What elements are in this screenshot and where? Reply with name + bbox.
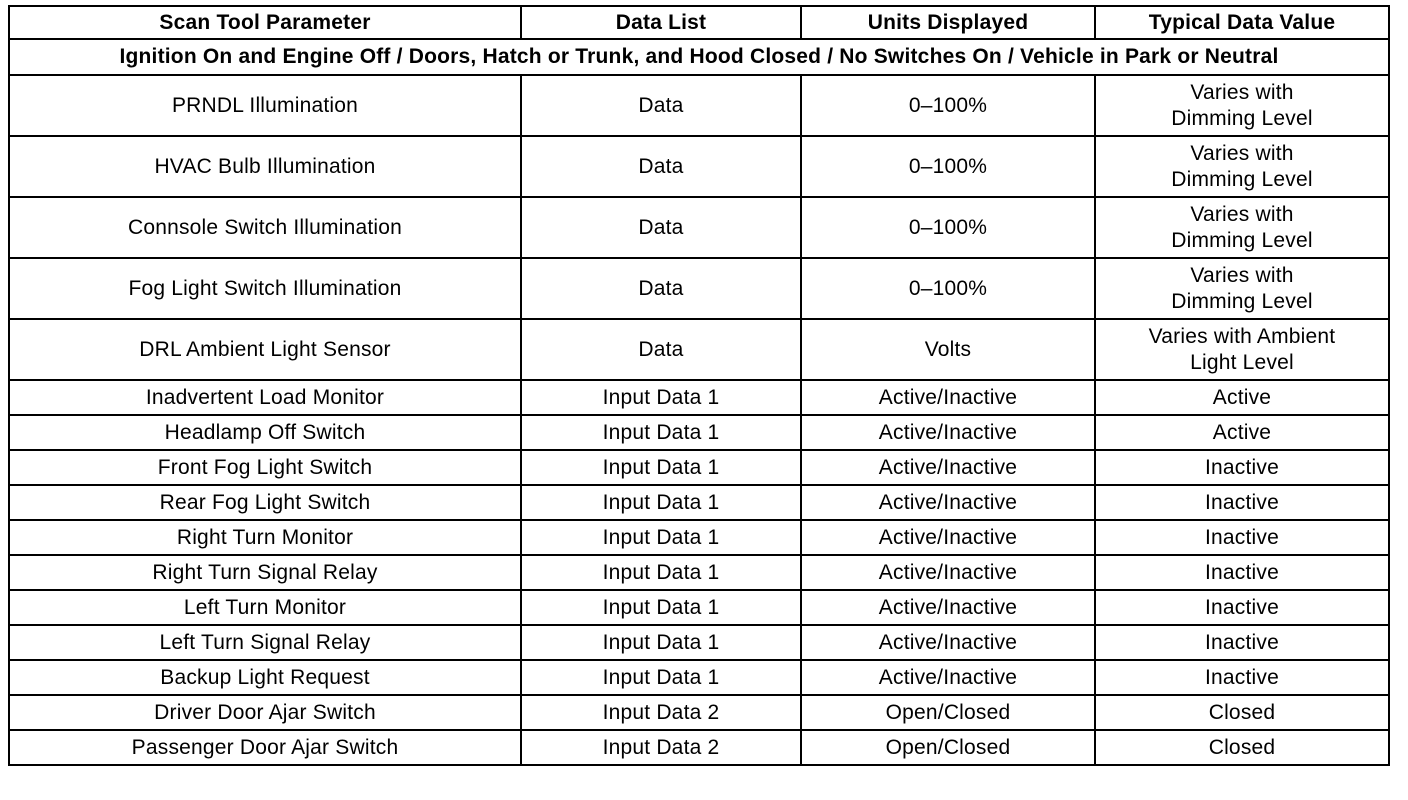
parameter-cell: Rear Fog Light Switch (9, 485, 521, 520)
typical-line2: Dimming Level (1171, 289, 1313, 313)
typical-line2: Light Level (1190, 350, 1294, 374)
data-list-cell: Input Data 1 (521, 520, 801, 555)
table-row (9, 520, 1389, 555)
units-cell: Active/Inactive (801, 520, 1095, 555)
typical-value-cell: Inactive (1095, 450, 1389, 485)
table-row (9, 450, 1389, 485)
units-cell: Open/Closed (801, 730, 1095, 765)
typical-line1: Varies with (1190, 141, 1294, 165)
data-list-cell: Input Data 1 (521, 555, 801, 590)
typical-value-cell: Closed (1095, 695, 1389, 730)
data-list-cell: Data (521, 319, 801, 380)
table-row (9, 590, 1389, 625)
typical-value-cell: Inactive (1095, 485, 1389, 520)
typical-value-cell: Active (1095, 415, 1389, 450)
typical-value-cell: Inactive (1095, 660, 1389, 695)
parameter-cell: Right Turn Signal Relay (9, 555, 521, 590)
typical-value-cell: Closed (1095, 730, 1389, 765)
header-parameter: Scan Tool Parameter (9, 6, 521, 39)
data-list-cell: Data (521, 258, 801, 319)
units-cell: Active/Inactive (801, 625, 1095, 660)
typical-line1: Varies with (1190, 263, 1294, 287)
units-cell: Active/Inactive (801, 380, 1095, 415)
data-list-cell: Input Data 1 (521, 590, 801, 625)
units-cell: Active/Inactive (801, 485, 1095, 520)
typical-value-cell (1095, 319, 1389, 380)
units-cell: 0–100% (801, 197, 1095, 258)
scan-tool-data-table (8, 5, 1390, 766)
data-list-cell: Input Data 1 (521, 415, 801, 450)
typical-value-cell: Inactive (1095, 520, 1389, 555)
typical-line1: Varies with Ambient (1148, 324, 1336, 348)
typical-value-cell (1095, 197, 1389, 258)
typical-value-cell (1095, 258, 1389, 319)
data-list-cell: Input Data 2 (521, 695, 801, 730)
units-cell: 0–100% (801, 136, 1095, 197)
parameter-cell: Fog Light Switch Illumination (9, 258, 521, 319)
typical-line1: Varies with (1190, 202, 1294, 226)
typical-line2: Dimming Level (1171, 106, 1313, 130)
typical-value-cell (1095, 75, 1389, 136)
table-row (9, 625, 1389, 660)
typical-value-cell: Inactive (1095, 590, 1389, 625)
typical-value-cell: Inactive (1095, 625, 1389, 660)
table-row (9, 258, 1389, 319)
parameter-cell: PRNDL Illumination (9, 75, 521, 136)
units-cell: Active/Inactive (801, 660, 1095, 695)
units-cell: Active/Inactive (801, 590, 1095, 625)
table-row (9, 485, 1389, 520)
parameter-cell: HVAC Bulb Illumination (9, 136, 521, 197)
units-cell: 0–100% (801, 75, 1095, 136)
units-cell: Active/Inactive (801, 450, 1095, 485)
units-cell: Active/Inactive (801, 415, 1095, 450)
units-cell: 0–100% (801, 258, 1095, 319)
data-list-cell: Input Data 1 (521, 380, 801, 415)
typical-line2: Dimming Level (1171, 167, 1313, 191)
data-list-cell: Data (521, 136, 801, 197)
table-row (9, 75, 1389, 136)
data-list-cell: Input Data 1 (521, 485, 801, 520)
parameter-cell: Inadvertent Load Monitor (9, 380, 521, 415)
header-typical-value: Typical Data Value (1095, 6, 1389, 39)
data-list-cell: Input Data 1 (521, 625, 801, 660)
units-cell: Volts (801, 319, 1095, 380)
data-list-cell: Input Data 1 (521, 450, 801, 485)
parameter-cell: Driver Door Ajar Switch (9, 695, 521, 730)
units-cell: Active/Inactive (801, 555, 1095, 590)
table-row (9, 380, 1389, 415)
typical-line1: Varies with (1190, 80, 1294, 104)
table-row (9, 415, 1389, 450)
condition-row (9, 39, 1389, 75)
typical-line2: Dimming Level (1171, 228, 1313, 252)
parameter-cell: Left Turn Monitor (9, 590, 521, 625)
typical-value-cell: Inactive (1095, 555, 1389, 590)
parameter-cell: Backup Light Request (9, 660, 521, 695)
table-row (9, 319, 1389, 380)
parameter-cell: Headlamp Off Switch (9, 415, 521, 450)
table-row (9, 695, 1389, 730)
parameter-cell: Left Turn Signal Relay (9, 625, 521, 660)
parameter-cell: Connsole Switch Illumination (9, 197, 521, 258)
parameter-cell: Front Fog Light Switch (9, 450, 521, 485)
parameter-cell: DRL Ambient Light Sensor (9, 319, 521, 380)
table-row (9, 136, 1389, 197)
table-row (9, 730, 1389, 765)
data-list-cell: Input Data 2 (521, 730, 801, 765)
units-cell: Open/Closed (801, 695, 1095, 730)
typical-value-cell: Active (1095, 380, 1389, 415)
condition-text: Ignition On and Engine Off / Doors, Hatch or Trunk, and Hood Closed / No Switches On / Vehicle in Park or Neutral (9, 39, 1389, 75)
table-row (9, 660, 1389, 695)
typical-value-cell (1095, 136, 1389, 197)
parameter-cell: Passenger Door Ajar Switch (9, 730, 521, 765)
table-row (9, 197, 1389, 258)
data-list-cell: Data (521, 197, 801, 258)
parameter-cell: Right Turn Monitor (9, 520, 521, 555)
data-list-cell: Input Data 1 (521, 660, 801, 695)
header-data-list: Data List (521, 6, 801, 39)
data-list-cell: Data (521, 75, 801, 136)
header-units: Units Displayed (801, 6, 1095, 39)
table-row (9, 555, 1389, 590)
header-row (9, 6, 1389, 39)
